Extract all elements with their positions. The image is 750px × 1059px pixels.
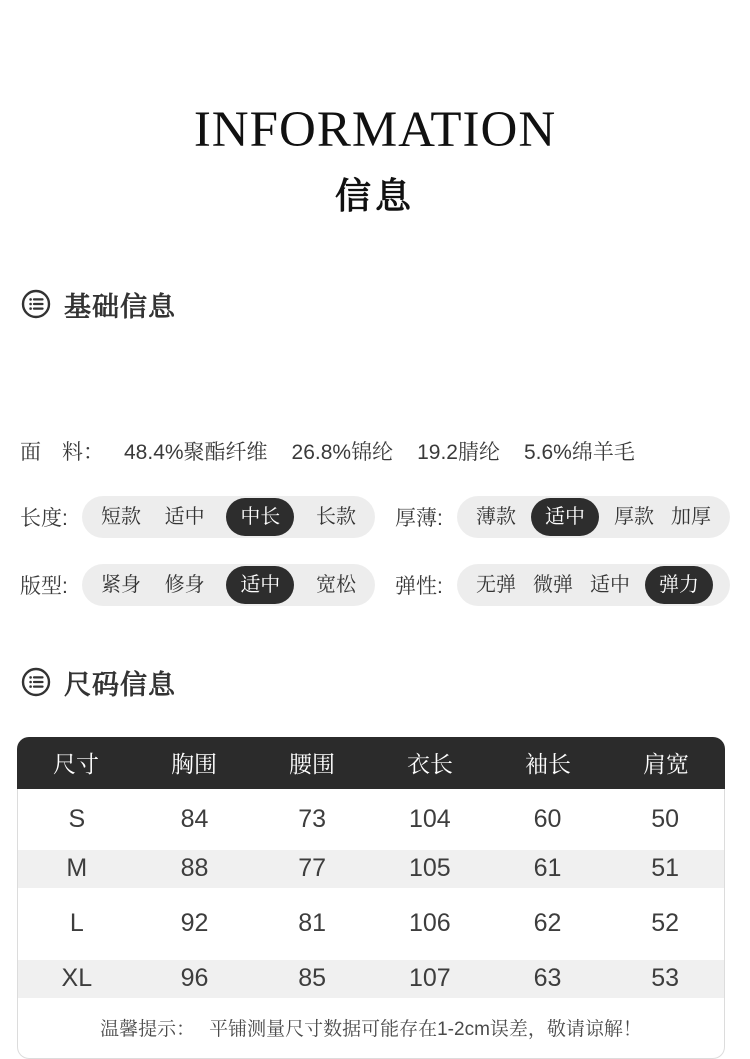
size-cell: 92 bbox=[180, 909, 209, 938]
size-cell: 52 bbox=[651, 909, 680, 938]
list-icon bbox=[21, 289, 51, 319]
size-note-label: 温馨提示： bbox=[100, 1019, 196, 1041]
table-row-xl bbox=[18, 960, 724, 998]
attr-row-thickness bbox=[395, 496, 730, 538]
chip-fit-option[interactable]: 紧身 bbox=[101, 573, 141, 596]
size-cell: L bbox=[69, 909, 84, 938]
size-cell: 105 bbox=[408, 854, 451, 883]
page-subtitle: 信息 bbox=[334, 175, 415, 216]
size-cell: 107 bbox=[408, 964, 451, 993]
attr-label-elasticity: 弹性: bbox=[395, 574, 443, 598]
size-table-header bbox=[17, 737, 725, 789]
chip-length-option[interactable]: 长款 bbox=[315, 505, 356, 528]
chip-elasticity-option[interactable]: 无弹 bbox=[476, 573, 516, 596]
attr-row-elasticity bbox=[395, 564, 730, 606]
size-cell: 53 bbox=[651, 964, 680, 993]
chip-elasticity-option[interactable]: 微弹 bbox=[533, 573, 573, 596]
size-cell: 104 bbox=[408, 804, 451, 833]
table-row-s bbox=[18, 789, 724, 850]
basic-info-section-header bbox=[0, 285, 750, 324]
size-cell: 96 bbox=[180, 964, 209, 993]
size-cell: 62 bbox=[533, 909, 562, 938]
chip-elasticity-option-selected[interactable]: 弹力 bbox=[645, 566, 713, 604]
size-cell: 61 bbox=[533, 854, 562, 883]
attributes-grid bbox=[0, 496, 750, 606]
table-row-l bbox=[18, 888, 724, 960]
chip-thickness-option-selected[interactable]: 适中 bbox=[531, 498, 599, 536]
page-title: INFORMATION bbox=[193, 102, 557, 158]
list-icon bbox=[21, 667, 51, 697]
column-header: 衣长 bbox=[407, 751, 453, 778]
size-cell: 81 bbox=[298, 909, 327, 938]
column-header: 尺寸 bbox=[53, 751, 99, 778]
fabric-label: 面 料： bbox=[20, 440, 104, 464]
attr-row-fit bbox=[20, 564, 375, 606]
chip-thickness-option[interactable]: 薄款 bbox=[476, 505, 516, 528]
size-table bbox=[17, 737, 725, 1059]
size-cell: S bbox=[68, 804, 86, 833]
attr-label-length: 长度: bbox=[20, 506, 68, 530]
title-block bbox=[0, 0, 750, 219]
chip-elasticity-option[interactable]: 适中 bbox=[590, 573, 630, 596]
size-cell: 85 bbox=[298, 964, 327, 993]
size-cell: 60 bbox=[533, 804, 562, 833]
size-note-text: 平铺测量尺寸数据可能存在1-2cm误差，敬请谅解！ bbox=[209, 1019, 642, 1041]
column-header: 腰围 bbox=[289, 751, 335, 778]
column-header: 肩宽 bbox=[643, 751, 689, 778]
fabric-part: 5.6%绵羊毛 bbox=[523, 440, 635, 464]
chip-length-option[interactable]: 短款 bbox=[101, 505, 141, 528]
chip-fit-option[interactable]: 宽松 bbox=[315, 573, 356, 596]
size-cell: 84 bbox=[180, 804, 209, 833]
chip-fit-option[interactable]: 修身 bbox=[164, 573, 205, 596]
size-cell: M bbox=[66, 854, 88, 883]
size-cell: 88 bbox=[180, 854, 209, 883]
chip-fit-option-selected[interactable]: 适中 bbox=[226, 566, 294, 604]
size-cell: 77 bbox=[298, 854, 327, 883]
basic-info-title: 基础信息 bbox=[64, 291, 176, 322]
column-header: 袖长 bbox=[525, 751, 571, 778]
size-cell: 63 bbox=[533, 964, 562, 993]
chip-length-option-selected[interactable]: 中长 bbox=[226, 498, 294, 536]
fabric-part: 48.4%聚酯纤维 bbox=[124, 440, 268, 464]
size-cell: XL bbox=[61, 964, 93, 993]
size-table-body bbox=[17, 789, 725, 1059]
size-cell: 50 bbox=[651, 804, 680, 833]
attr-label-fit: 版型: bbox=[20, 574, 68, 598]
size-note-row bbox=[18, 998, 724, 1058]
chip-group-fit bbox=[82, 564, 375, 606]
chip-thickness-option[interactable]: 加厚 bbox=[671, 505, 711, 528]
chip-length-option[interactable]: 适中 bbox=[164, 505, 205, 528]
size-info-title: 尺码信息 bbox=[64, 669, 176, 700]
size-cell: 73 bbox=[298, 804, 327, 833]
size-cell: 106 bbox=[408, 909, 451, 938]
fabric-part: 19.2腈纶 bbox=[417, 440, 500, 464]
column-header: 胸围 bbox=[171, 751, 217, 778]
fabric-row bbox=[0, 436, 750, 466]
chip-group-thickness bbox=[457, 496, 730, 538]
table-row-m bbox=[18, 850, 724, 888]
chip-group-length bbox=[82, 496, 375, 538]
attr-label-thickness: 厚薄: bbox=[395, 506, 443, 530]
fabric-part: 26.8%锦纶 bbox=[291, 440, 394, 464]
chip-thickness-option[interactable]: 厚款 bbox=[614, 505, 654, 528]
size-cell: 51 bbox=[651, 854, 680, 883]
attr-row-length bbox=[20, 496, 375, 538]
chip-group-elasticity bbox=[457, 564, 730, 606]
size-info-section-header bbox=[0, 663, 750, 702]
